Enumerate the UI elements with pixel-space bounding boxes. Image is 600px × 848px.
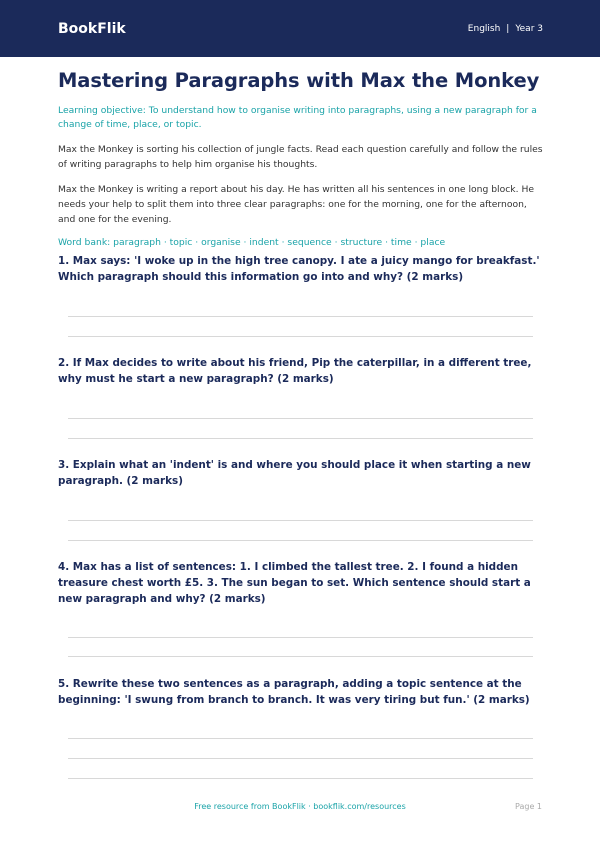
page-number: Page 1 (515, 802, 542, 811)
page-title: Mastering Paragraphs with Max the Monkey (58, 69, 540, 92)
brand-logo: BookFlik (58, 20, 126, 37)
answer-line[interactable] (68, 336, 533, 337)
answer-line[interactable] (68, 656, 533, 657)
question-5-text: 5. Rewrite these two sentences as a paragraph, adding a topic sentence at the beginning: 'I swung from branch to branch. It was very tiring but fun.' (2 marks) (58, 678, 530, 706)
answer-line[interactable] (68, 316, 533, 317)
year-label: Year 3 (515, 23, 543, 34)
page-footer (0, 802, 600, 814)
question-5 (58, 676, 543, 708)
resource-link[interactable]: Free resource from BookFlik · bookflik.com/resources (194, 802, 406, 811)
worksheet-intro (0, 69, 600, 248)
word-bank: Word bank: paragraph · topic · organise · indent · sequence · structure · time · place (58, 237, 446, 248)
subject-label: English (467, 23, 501, 34)
question-3-text: 3. Explain what an 'indent' is and where you should place it when starting a new paragraph. (2 marks) (58, 459, 531, 487)
page-header (0, 0, 600, 57)
intro-paragraph-2: Max the Monkey is writing a report about his day. He has written all his sentences in one long block. He needs your help to split them into three clear paragraphs: one for the morning, one for the afternoon, and one for the evening. (58, 184, 535, 225)
question-4-text: 4. Max has a list of sentences: 1. I climbed the tallest tree. 2. I found a hidden treasure chest worth £5. 3. The sun began to set. Which sentence should start a new paragraph and why? (2 marks) (58, 561, 531, 605)
answer-line[interactable] (68, 637, 533, 638)
question-2-text: 2. If Max decides to write about his friend, Pip the caterpillar, in a different tree, why must he start a new paragraph? (2 marks) (58, 357, 532, 385)
answer-line[interactable] (68, 758, 533, 759)
subject-year (468, 24, 543, 34)
question-1-text: 1. Max says: 'I woke up in the high tree canopy. I ate a juicy mango for breakfast.' Which paragraph should this information go into and why? (2 marks) (58, 255, 540, 283)
question-3 (58, 457, 543, 489)
answer-line[interactable] (68, 540, 533, 541)
answer-line[interactable] (68, 418, 533, 419)
learning-objective: Learning objective: To understand how to organise writing into paragraphs, using a new paragraph for a change of time, place, or topic. (58, 105, 537, 130)
answer-line[interactable] (68, 738, 533, 739)
separator: | (506, 23, 510, 34)
answer-line[interactable] (68, 438, 533, 439)
question-1 (58, 253, 543, 285)
answer-line[interactable] (68, 778, 533, 779)
answer-line[interactable] (68, 520, 533, 521)
intro-paragraph-1: Max the Monkey is sorting his collection of jungle facts. Read each question carefully and follow the rules of writing paragraphs to help him organise his thoughts. (58, 144, 543, 170)
question-2 (58, 355, 543, 387)
question-4 (58, 559, 543, 607)
